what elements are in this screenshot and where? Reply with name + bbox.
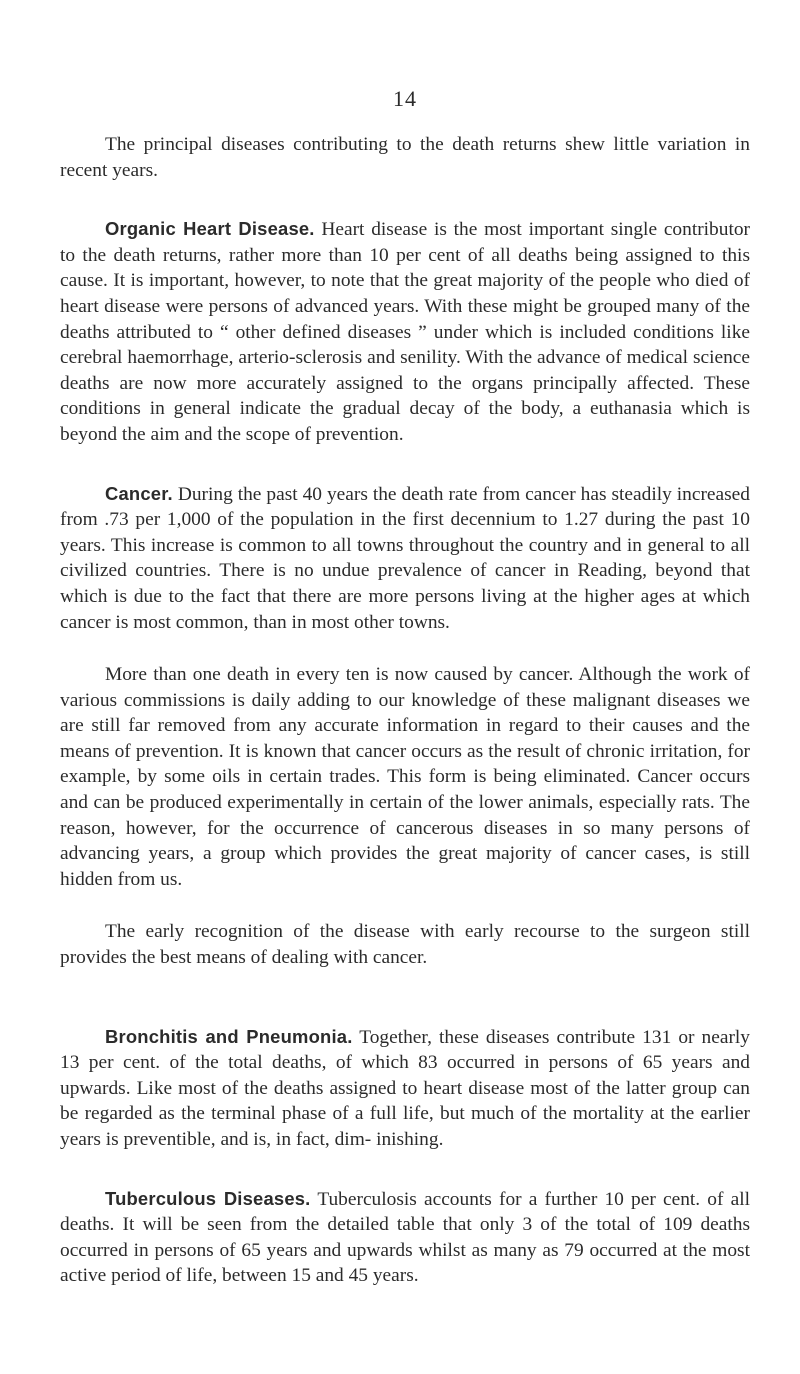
cancer-paragraph-3: The early recognition of the disease with early recourse to the surgeon still provides the best means of dealing with cancer. (60, 921, 750, 969)
bronchitis-text: Together, these diseases contribute 131 or nearly 13 per cent. of the total deaths, of which 83 occurred in persons of 65 years and upwards. Like most of the deaths assigned to heart disease most of the latter group can be regarded as the terminal phase of a full life, but much of the mortality at the earlier years is preventible, and is, in fact, dim- inishing. (60, 1026, 750, 1150)
page-number: 14 (393, 86, 417, 111)
tuberculous-heading: Tuberculous Diseases. (105, 1187, 311, 1209)
body-text (60, 132, 750, 1289)
heart-disease-text: Heart disease is the most important single contributor to the death returns, rather more than 10 per cent of all deaths being assigned to this cause. It is important, however, to note that the great majority of the people who died of heart disease were persons of advanced years. With these might be grouped many of the deaths attributed to “ other defined diseases ” under which is included conditions like cerebral haemorrhage, arterio-sclerosis and senility. With the advance of medical science deaths are now more accurately assigned to the organs principally affected. These conditions in general indicate the gradual decay of the body, a euthanasia which is beyond the aim and the scope of prevention. (60, 219, 750, 445)
cancer-heading: Cancer. (105, 482, 173, 504)
bronchitis-paragraph (60, 1024, 750, 1153)
cancer-paragraph (60, 481, 750, 636)
intro-paragraph: The principal diseases contributing to the death returns shew little variation in recent years. (60, 134, 750, 181)
tuberculous-paragraph (60, 1186, 750, 1289)
heart-disease-paragraph (60, 216, 750, 447)
cancer-paragraph-2: More than one death in every ten is now caused by cancer. Although the work of various commissions is daily adding to our knowledge of these malignant diseases we are still far removed from any accurate information in regard to their causes and the means of prevention. It is known that cancer occurs as the result of chronic irritation, for example, by some oils in certain trades. This form is being eliminated. Cancer occurs and can be produced experimentally in certain of the lower animals, especially rats. The reason, however, for the occurrence of cancerous diseases in so many persons of advancing years, a group which provides the great majority of cancer cases, is still hidden from us. (60, 664, 750, 890)
cancer-text: During the past 40 years the death rate from cancer has steadily increased from .73 per 1,000 of the population in the first decennium to 1.27 during the past 10 years. This increase is common to all towns throughout the country and in general to all civilized countries. There is no undue prevalence of cancer in Reading, beyond that which is due to the fact that there are more persons living at the higher ages at which cancer is most common, than in most other towns. (60, 483, 750, 633)
bronchitis-heading: Bronchitis and Pneumonia. (105, 1025, 353, 1047)
tuberculous-text: Tuberculosis accounts for a further 10 per cent. of all deaths. It will be seen from the detailed table that only 3 of the total of 109 deaths occurred in persons of 65 years and upwards whilst as many as 79 occurred at the most active period of life, between 15 and 45 years. (60, 1188, 751, 1287)
heart-disease-heading: Organic Heart Disease. (105, 218, 315, 240)
